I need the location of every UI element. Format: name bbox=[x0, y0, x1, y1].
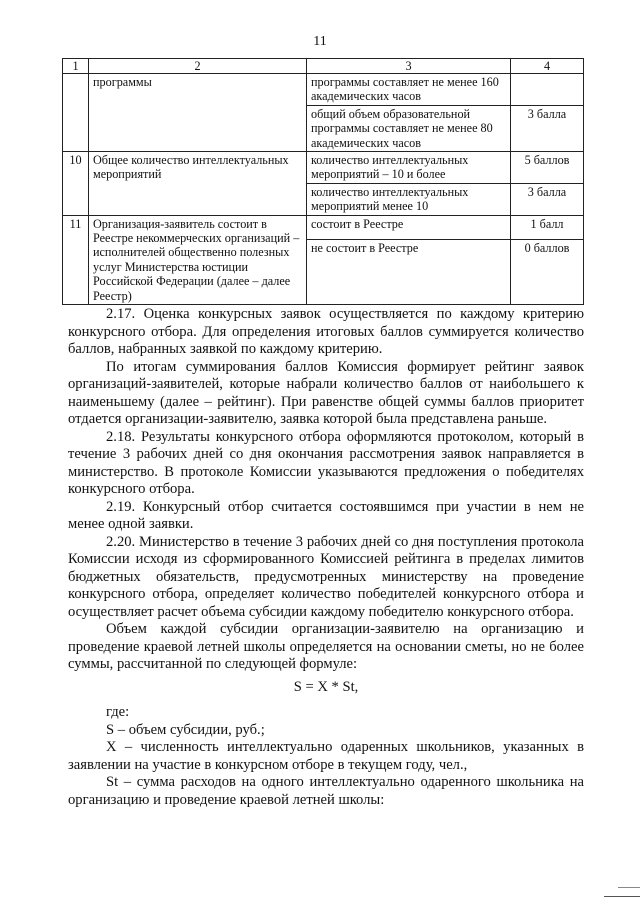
condition-cell: состоит в Реестре bbox=[307, 215, 511, 239]
table-row bbox=[63, 74, 584, 106]
condition-cell: количество интеллектуальных мероприятий менее 10 bbox=[307, 183, 511, 215]
scan-mark bbox=[618, 887, 640, 888]
paragraph-2-20: 2.20. Министерство в течение 3 рабочих дней со дня поступления протокола Комиссии исходя из сформированного Комиссией рейтинга в пределах лимитов бюджетных обязательств, предусмотренных министерству на проведение конкурсного отбора, определяет количество победителей конкурсного отбора и осуществляет расчет объема субсидии каждому победителю конкурсного отбора. bbox=[68, 533, 584, 620]
score-cell: 1 балл bbox=[511, 215, 584, 239]
row-number: 10 bbox=[63, 152, 89, 216]
criterion-cell: Организация-заявитель состоит в Реестре некоммерческих организаций – исполнителей общественно полезных услуг Министерства юстиции Российской Федерации (далее – далее Реестр) bbox=[89, 215, 307, 304]
where-label: где: bbox=[106, 704, 130, 720]
column-header: 3 bbox=[307, 59, 511, 74]
definition-st: St – сумма расходов на одного интеллектуально одаренного школьника на организацию и проведение краевой летней школы: bbox=[68, 774, 584, 808]
row-number: 11 bbox=[63, 215, 89, 304]
criteria-table bbox=[62, 58, 584, 305]
condition-cell: программы составляет не менее 160 академических часов bbox=[307, 74, 511, 106]
definition-x: X – численность интеллектуально одаренных школьников, указанных в заявлении на участие в конкурсном отборе в текущем году, чел., bbox=[68, 739, 584, 773]
table-row bbox=[63, 152, 584, 184]
score-cell: 5 баллов bbox=[511, 152, 584, 184]
scan-mark bbox=[604, 896, 640, 897]
row-number bbox=[63, 74, 89, 152]
formula: S = X * St, bbox=[293, 678, 359, 695]
definition-s: S – объем субсидии, руб.; bbox=[106, 721, 265, 738]
score-cell: 3 балла bbox=[511, 183, 584, 215]
paragraph-2-19: 2.19. Конкурсный отбор считается состоявшимся при участии в нем не менее одной заявки. bbox=[68, 498, 584, 532]
condition-cell: не состоит в Реестре bbox=[307, 240, 511, 305]
criterion-cell: программы bbox=[89, 74, 307, 152]
paragraph-2-17: 2.17. Оценка конкурсных заявок осуществляется по каждому критерию конкурсного отбора. Для определения итоговых баллов суммируется количество баллов, набранных заявкой по каждому критерию. bbox=[68, 306, 584, 357]
table-header-row bbox=[63, 59, 584, 74]
column-header: 4 bbox=[511, 59, 584, 74]
paragraph-2-18: 2.18. Результаты конкурсного отбора оформляются протоколом, который в течение 3 рабочих дней со дня окончания рассмотрения заявок направляется в министерство. В протоколе Комиссии указываются предложения о победителях конкурсного отбора. bbox=[68, 428, 584, 497]
condition-cell: общий объем образовательной программы составляет не менее 80 академических часов bbox=[307, 105, 511, 151]
score-cell: 0 баллов bbox=[511, 240, 584, 305]
condition-cell: количество интеллектуальных мероприятий – 10 и более bbox=[307, 152, 511, 184]
page-number: 11 bbox=[313, 34, 327, 49]
criterion-cell: Общее количество интеллектуальных мероприятий bbox=[89, 152, 307, 216]
paragraph-rating: По итогам суммирования баллов Комиссия формирует рейтинг заявок организаций-заявителей, которые набрали количество баллов от наибольшего к наименьшему (далее – рейтинг). При равенстве общей суммы баллов приоритет отдается организации-заявителю, заявка которой была представлена раньше. bbox=[68, 358, 584, 427]
paragraph-subsidy-volume: Объем каждой субсидии организации-заявителю на организацию и проведение краевой летней школы определяется на основании сметы, но не более суммы, рассчитанной по следующей формуле: bbox=[68, 621, 584, 672]
column-header: 2 bbox=[89, 59, 307, 74]
document-body bbox=[68, 306, 584, 809]
score-cell bbox=[511, 74, 584, 106]
table-row bbox=[63, 215, 584, 239]
column-header: 1 bbox=[63, 59, 89, 74]
score-cell: 3 балла bbox=[511, 105, 584, 151]
